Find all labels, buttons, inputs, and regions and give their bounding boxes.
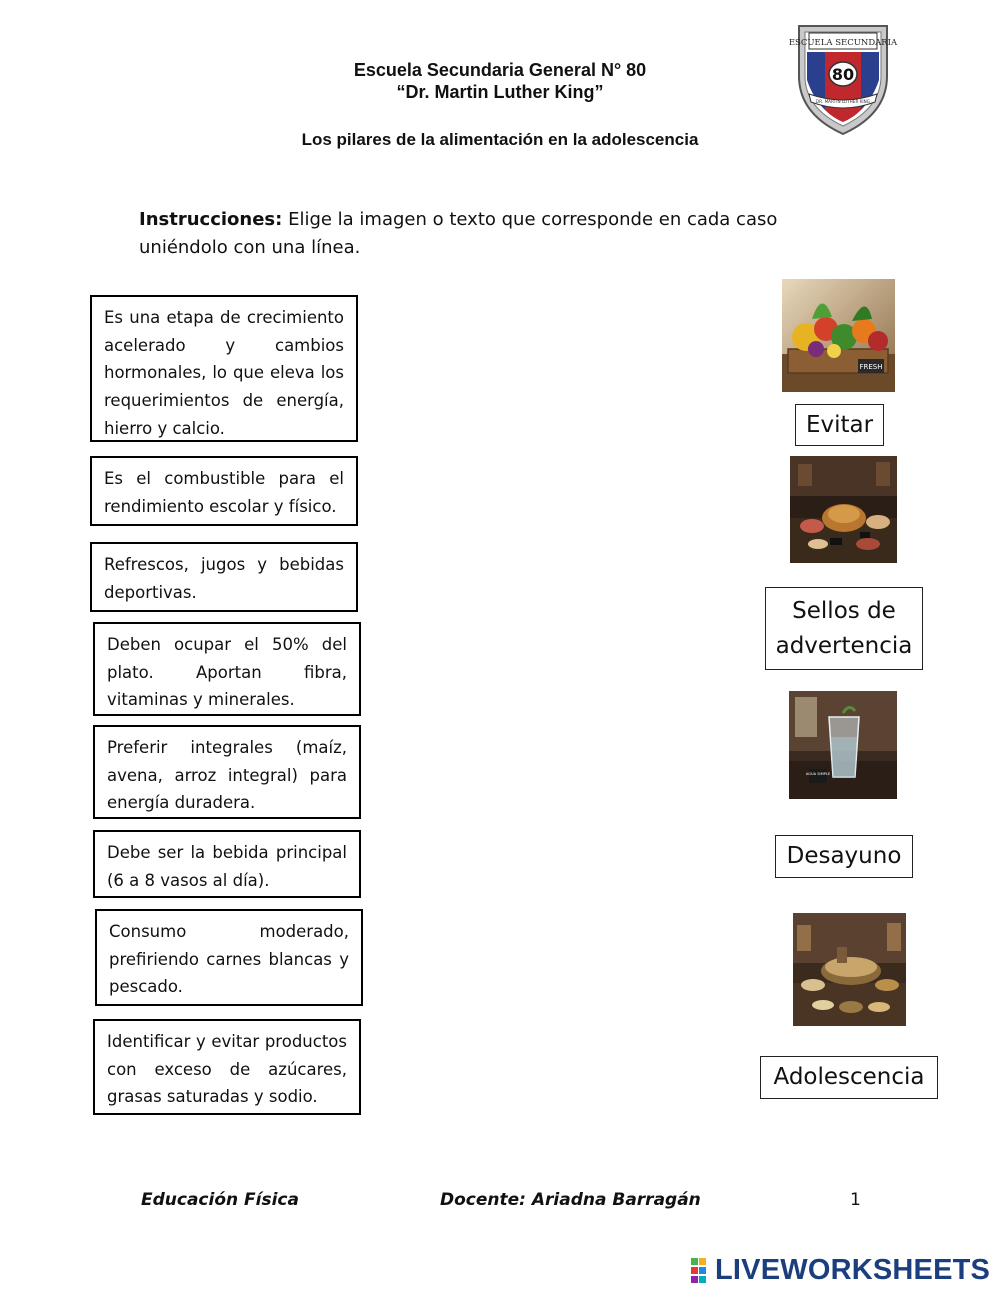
definition-box-vegetables[interactable]: Deben ocupar el 50% del plato. Aportan fibra, vitaminas y minerales. (93, 622, 361, 716)
crest-top-text: ESCUELA SECUNDARIA (788, 38, 898, 48)
answer-evitar[interactable]: Evitar (795, 404, 884, 446)
vegetables-crate-image[interactable] (782, 279, 895, 392)
definition-box-cereals[interactable]: Preferir integrales (maíz, avena, arroz integral) para energía duradera. (93, 725, 361, 819)
liveworksheets-text: LIVEWORKSHEETS (715, 1254, 991, 1286)
answer-desayuno[interactable]: Desayuno (775, 835, 913, 878)
proteins-table-image[interactable] (790, 456, 897, 563)
footer-subject: Educación Física (141, 1190, 299, 1210)
footer-teacher: Docente: Ariadna Barragán (440, 1190, 701, 1210)
instructions-label: Instrucciones: (139, 209, 283, 230)
answer-sellos-de-advertencia[interactable]: Sellos de advertencia (765, 587, 923, 670)
instructions (139, 206, 859, 262)
fresh-sign-text: FRESH (859, 363, 883, 371)
liveworksheets-icon (691, 1258, 715, 1284)
crest-ribbon-text: DR. MARTIN LUTHER KING (815, 99, 871, 104)
school-patron: “Dr. Martin Luther King” (396, 82, 604, 102)
definition-box-drinks[interactable]: Refrescos, jugos y bebidas deportivas. (90, 542, 358, 612)
definition-box-proteins[interactable]: Consumo moderado, prefiriendo carnes blancas y pescado. (95, 909, 363, 1006)
definition-box-breakfast[interactable]: Es el combustible para el rendimiento escolar y físico. (90, 456, 358, 526)
school-name: Escuela Secundaria General N° 80 (353, 60, 647, 80)
page-number: 1 (850, 1190, 861, 1210)
answer-adolescencia[interactable]: Adolescencia (760, 1056, 938, 1099)
school-crest-logo (788, 18, 898, 136)
water-sign-text: AGUA SIMPLE (805, 772, 831, 776)
page-title: Los pilares de la alimentación en la adolescencia (301, 130, 699, 149)
cereals-grains-image[interactable] (793, 913, 906, 1026)
water-glass-image[interactable] (789, 691, 897, 799)
definition-box-water[interactable]: Debe ser la bebida principal (6 a 8 vasos al día). (93, 830, 361, 898)
crest-number: 80 (831, 65, 855, 84)
instructions-text: Elige la imagen o texto que corresponde en cada caso uniéndolo con una línea. (139, 209, 778, 258)
definition-box-warning-labels[interactable]: Identificar y evitar productos con exceso de azúcares, grasas saturadas y sodio. (93, 1019, 361, 1115)
liveworksheets-logo[interactable] (691, 1254, 990, 1287)
definition-box-adolescence[interactable]: Es una etapa de crecimiento acelerado y cambios hormonales, lo que eleva los requerimientos de energía, hierro y calcio. (90, 295, 358, 442)
